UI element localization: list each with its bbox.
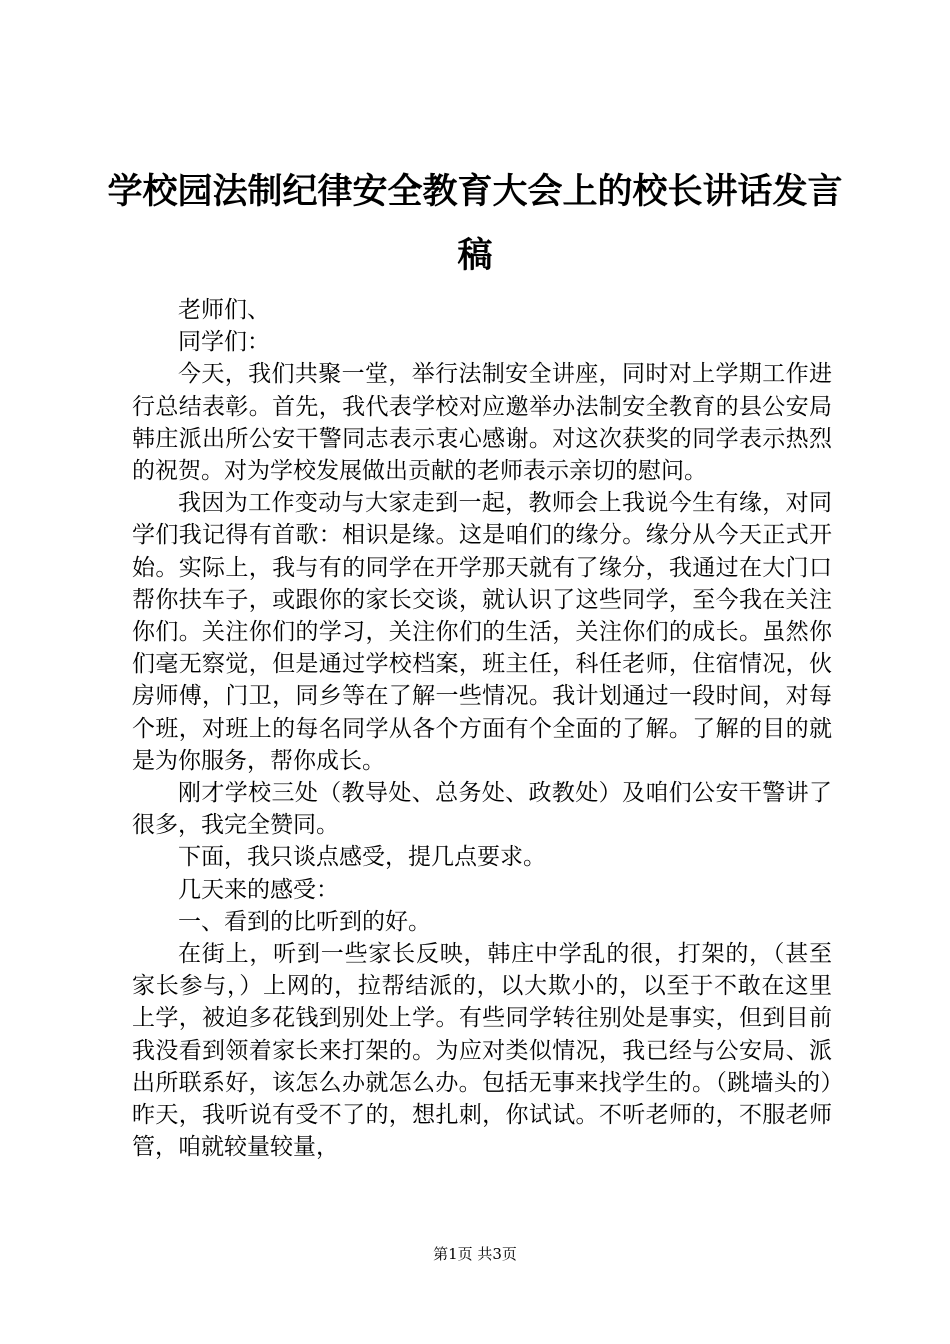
paragraph-street: 在街上，听到一些家长反映，韩庄中学乱的很，打架的，（甚至家长参与，）上网的，拉帮结派的，以大欺小的，以至于不敢在这里上学，被迫多花钱到别处上学。有些同学转往别处是事实，但到目前我没看到领着家长来打架的。为应对类似情况，我已经与公安局、派出所联系好，该怎么办就怎么办。包括无事来找学生的。（跳墙头的）昨天，我听说有受不了的，想扎刺，你试试。不听老师的，不服老师管，咱就较量较量， <box>132 941 832 1161</box>
paragraph-opening: 今天，我们共聚一堂，举行法制安全讲座，同时对上学期工作进行总结表彰。首先，我代表学校对应邀举办法制安全教育的县公安局韩庄派出所公安干警同志表示衷心感谢。对这次获奖的同学表示热烈的祝贺。对为学校发展做出贡献的老师表示亲切的慰问。 <box>132 361 832 485</box>
paragraph-feelings-heading: 几天来的感受： <box>178 876 339 903</box>
section-heading-one: 一、看到的比听到的好。 <box>178 908 431 935</box>
paragraph-fate: 我因为工作变动与大家走到一起，教师会上我说今生有缘，对同学们我记得有首歌：相识是缘。这是咱们的缘分。缘分从今天正式开始。实际上，我与有的同学在开学那天就有了缘分，我通过在大门口帮你扶车子，或跟你的家长交谈，就认识了这些同学，至今我在关注你们。关注你们的学习，关注你们的生活，关注你们的成长。虽然你们毫无察觉，但是通过学校档案，班主任，科任老师，住宿情况，伙房师傅，门卫，同乡等在了解一些情况。我计划通过一段时间，对每个班，对班上的每名同学从各个方面有个全面的了解。了解的目的就是为你服务，帮你成长。 <box>132 490 832 774</box>
document-body <box>132 294 832 1163</box>
document-title: 学校园法制纪律安全教育大会上的校长讲话发言稿 <box>107 171 843 276</box>
page-footer: 第1页 共3页 <box>433 1245 517 1263</box>
paragraph-agreement: 刚才学校三处（教导处、总务处、政教处）及咱们公安干警讲了很多，我完全赞同。 <box>132 780 832 839</box>
salutation-students: 同学们： <box>178 329 270 356</box>
salutation-teachers: 老师们、 <box>178 297 270 323</box>
paragraph-transition: 下面，我只谈点感受，提几点要求。 <box>178 844 546 871</box>
